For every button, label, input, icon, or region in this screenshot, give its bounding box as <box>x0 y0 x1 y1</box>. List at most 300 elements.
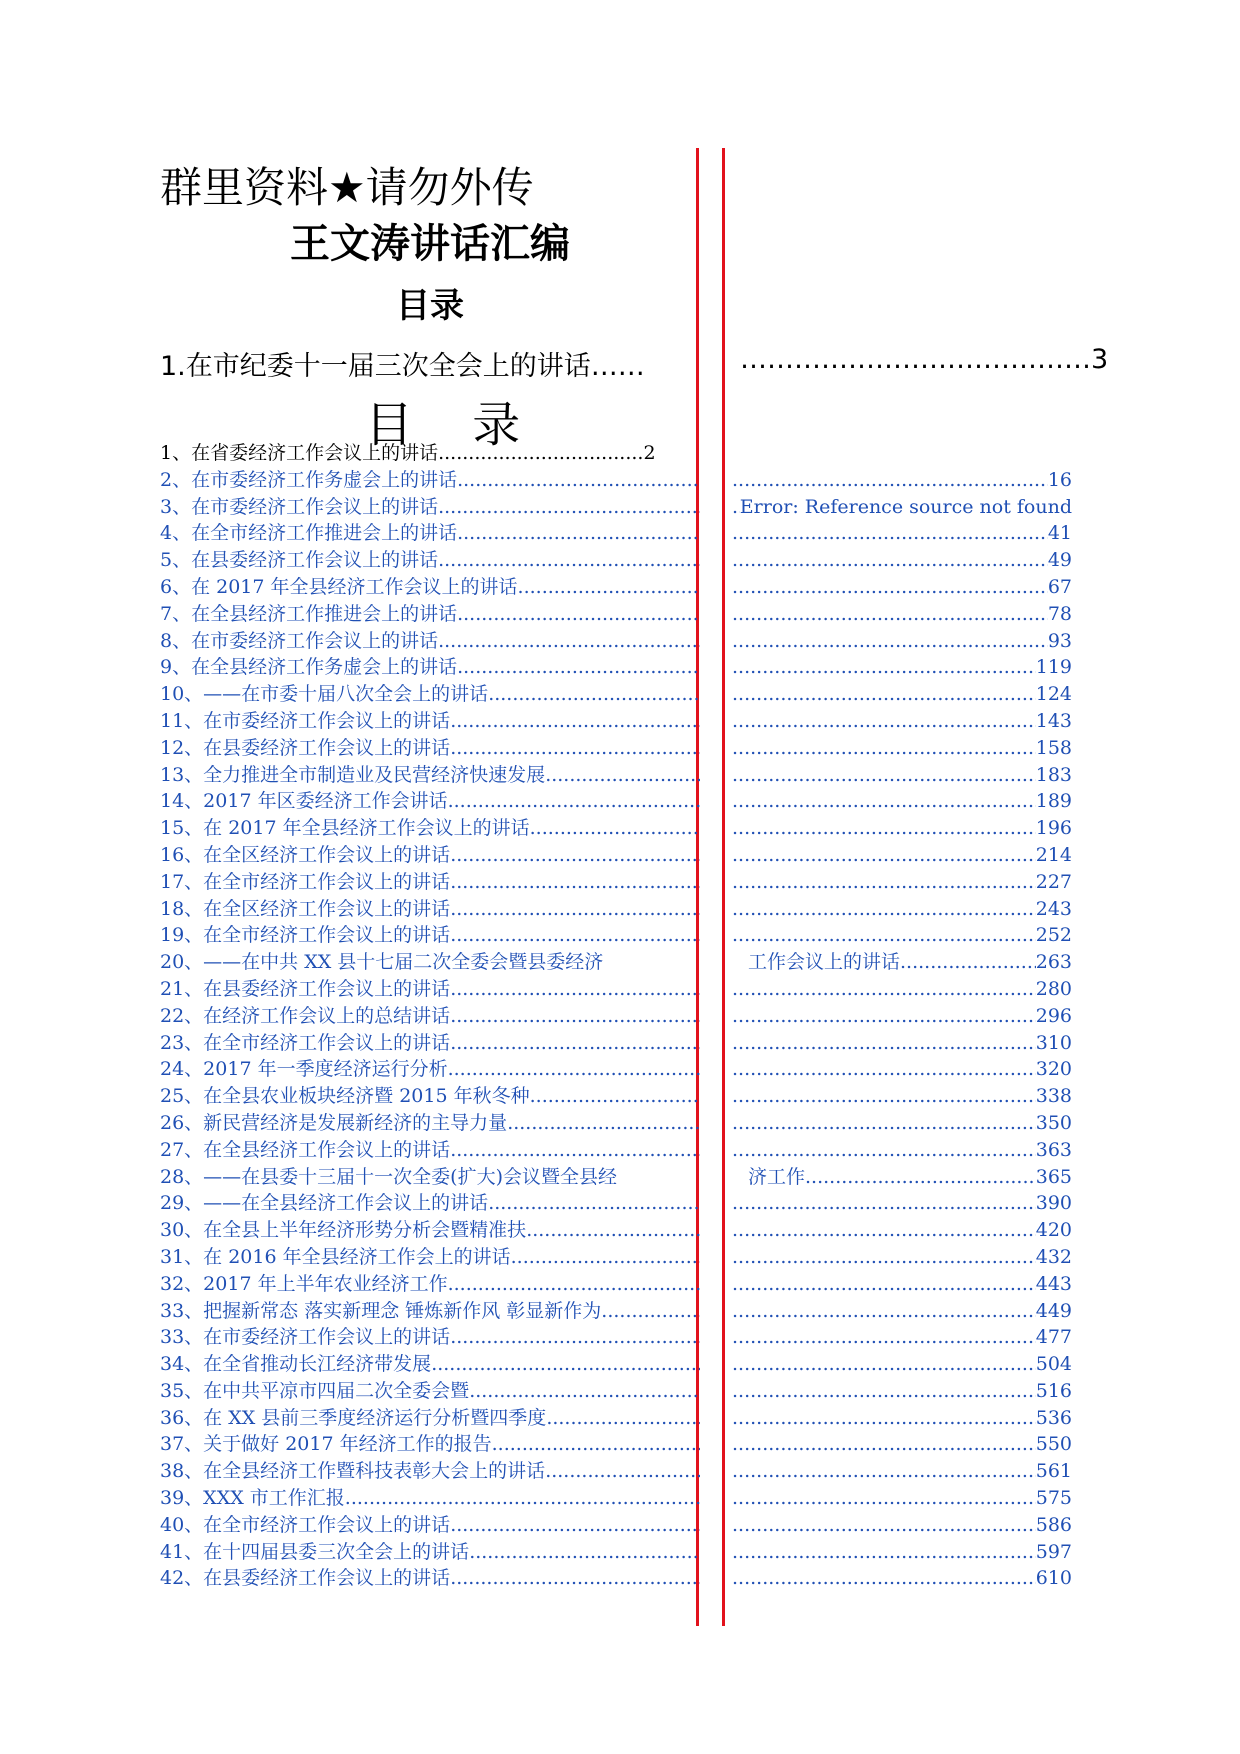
toc-entry-leader <box>732 788 1036 815</box>
toc-entry-page: 516 <box>1035 1379 1072 1402</box>
toc-entry-title-text: 14、2017 年区委经济工作会讲话 <box>160 790 448 813</box>
toc-entry-leader <box>732 1351 1036 1378</box>
toc-entry-title <box>160 1431 700 1458</box>
toc-entry-leader <box>805 1164 1036 1191</box>
toc-entry-right <box>732 762 1072 789</box>
toc-entry-leader <box>900 949 1036 976</box>
toc-entry-title-text: 25、在全县农业板块经济暨 2015 年秋冬种 <box>160 1085 530 1108</box>
toc-entry-page: 67 <box>1047 575 1072 598</box>
toc-entry-title <box>160 1190 700 1217</box>
toc-entry-title <box>160 1405 700 1432</box>
toc-entry-right <box>732 1030 1072 1057</box>
toc-entry[interactable] <box>0 842 1240 869</box>
toc-entry-right <box>732 788 1072 815</box>
toc-entry[interactable] <box>0 520 1240 547</box>
toc-entry-page: 443 <box>1035 1272 1072 1295</box>
toc-entry-right <box>732 547 1072 574</box>
toc-entry-title-text: 39、XXX 市工作汇报 <box>160 1487 345 1510</box>
toc-entry-page: 158 <box>1035 736 1072 759</box>
toc-entry-title <box>160 547 700 574</box>
toc-entry-title-text: 41、在十四届县委三次全会上的讲话 <box>160 1540 470 1563</box>
toc-entry[interactable] <box>0 735 1240 762</box>
toc-entry-leader <box>732 1298 1036 1325</box>
toc-entry-right <box>732 1458 1072 1485</box>
toc-entry-title <box>160 1056 700 1083</box>
toc-entry-title-text: 18、在全区经济工作会议上的讲话 <box>160 897 451 920</box>
toc-entry[interactable] <box>0 1485 1240 1512</box>
toc-entry-page: 189 <box>1035 790 1072 813</box>
toc-entry-leader <box>450 898 700 920</box>
toc-entry[interactable] <box>0 1030 1240 1057</box>
toc-entry-page: 310 <box>1035 1031 1072 1054</box>
toc-entry-right <box>732 1217 1072 1244</box>
document-subtitle: 目录 <box>396 286 464 326</box>
toc-entry-title-text: 33、把握新常态 落实新理念 锤炼新作风 彰显新作为 <box>160 1299 602 1322</box>
toc-entry-right <box>732 1405 1072 1432</box>
toc-entry-title-text: 10、——在市委十届八次全会上的讲话 <box>160 683 489 706</box>
toc-entry-leader <box>450 978 700 1000</box>
toc-entry-title <box>160 762 700 789</box>
toc-entry-title-text: 22、在经济工作会议上的总结讲话 <box>160 1004 451 1027</box>
toc-entry-leader <box>732 547 1048 574</box>
toc-entry[interactable] <box>0 1137 1240 1164</box>
toc-entry-leader <box>457 603 700 625</box>
toc-entry-title-text: 30、在全县上半年经济形势分析会暨精准扶 <box>160 1219 527 1242</box>
toc-entry-title-text: 1、在省委经济工作会议上的讲话 <box>160 442 439 464</box>
toc-entry-page: 143 <box>1035 709 1072 732</box>
toc-entry-title <box>160 1003 700 1030</box>
toc-entry-leader <box>732 1485 1036 1512</box>
toc-entry-title-text: 29、——在全县经济工作会议上的讲话 <box>160 1192 489 1215</box>
toc-entry-title <box>160 654 700 681</box>
toc-entry-leader <box>732 1003 1036 1030</box>
toc-entry-title-text: 31、在 2016 年全县经济工作会上的讲话 <box>160 1245 511 1268</box>
toc-entry-title-text: 11、在市委经济工作会议上的讲话 <box>160 709 451 732</box>
toc-entry-leader <box>732 1431 1036 1458</box>
toc-entry-leader <box>732 494 740 521</box>
watermark-text: 群里资料★请勿外传 <box>160 163 534 212</box>
toc-entry-title <box>160 869 700 896</box>
toc-entry-leader <box>732 1405 1036 1432</box>
toc-entry-title <box>160 708 700 735</box>
toc-entry-page: 280 <box>1035 977 1072 1000</box>
toc-entry-right <box>732 1298 1072 1325</box>
document-title: 王文涛讲话汇编 <box>290 221 570 267</box>
toc-entry-page: 93 <box>1047 629 1072 652</box>
toc-entry[interactable] <box>0 1003 1240 1030</box>
toc-entry-title-text: 15、在 2017 年全县经济工作会议上的讲话 <box>160 817 530 840</box>
toc-entry-title <box>160 1378 700 1405</box>
toc-entry-page: 183 <box>1035 763 1072 786</box>
toc-entry-title-text: 33、在市委经济工作会议上的讲话 <box>160 1326 451 1349</box>
toc-entry-leader <box>450 1005 700 1027</box>
toc-entry-right <box>732 922 1072 949</box>
toc-entry-leader <box>526 1219 700 1241</box>
toc-entry-leader <box>457 522 700 544</box>
toc-entry-page: 263 <box>1035 951 1072 974</box>
toc-entry[interactable] <box>0 1351 1240 1378</box>
toc-entry-page: 597 <box>1035 1540 1072 1563</box>
toc-entry-leader <box>732 708 1036 735</box>
toc-entry-title-text: 2、在市委经济工作务虚会上的讲话 <box>160 468 458 491</box>
toc-entry-leader <box>732 1030 1036 1057</box>
toc-entry-leader <box>450 1139 700 1161</box>
toc-entry-leader <box>507 1112 700 1134</box>
toc-entry-leader <box>450 1514 700 1536</box>
toc-entry[interactable] <box>0 574 1240 601</box>
toc-entry-title <box>160 1324 700 1351</box>
first-entry-dots: ………………………………… <box>740 344 1091 375</box>
toc-entry[interactable] <box>0 922 1240 949</box>
toc-entry-leader <box>732 601 1048 628</box>
toc-entry-page: 338 <box>1035 1085 1072 1108</box>
toc-entry-leader <box>450 1567 700 1589</box>
first-entry-page-number: 3 <box>1091 344 1109 375</box>
toc-entry[interactable] <box>0 547 1240 574</box>
toc-entry[interactable] <box>0 494 1240 521</box>
toc-entry-title <box>160 1298 700 1325</box>
toc-entry-page: 536 <box>1035 1406 1072 1429</box>
toc-entry-right <box>748 949 1072 976</box>
toc-entry[interactable] <box>0 1217 1240 1244</box>
toc-entry[interactable] <box>0 1244 1240 1271</box>
toc-entry-title-text: 19、在全市经济工作会议上的讲话 <box>160 924 451 947</box>
toc-entry-leader <box>546 1407 700 1429</box>
toc-entry[interactable] <box>0 1298 1240 1325</box>
toc-entry[interactable] <box>0 1271 1240 1298</box>
toc-entry-right <box>732 1539 1072 1566</box>
toc-entry-page: 124 <box>1035 683 1072 706</box>
toc-entry[interactable] <box>0 1458 1240 1485</box>
toc-entry-right <box>732 1083 1072 1110</box>
toc-entry[interactable] <box>0 1565 1240 1592</box>
toc-entry-leader <box>450 924 700 946</box>
toc-entry-title <box>160 976 700 1003</box>
toc-entry-leader <box>448 790 700 812</box>
toc-entry-right <box>732 1351 1072 1378</box>
toc-entry-title <box>160 494 700 521</box>
toc-entry-right <box>732 1190 1072 1217</box>
toc-entry-title-text: 5、在县委经济工作会议上的讲话 <box>160 549 439 572</box>
toc-entry-page: 252 <box>1035 924 1072 947</box>
toc-entry-title <box>160 628 700 655</box>
toc-entry-page: 477 <box>1035 1326 1072 1349</box>
toc-entry-page: 550 <box>1035 1433 1072 1456</box>
toc-entry[interactable] <box>0 681 1240 708</box>
toc-entry-page: 119 <box>1035 656 1072 679</box>
toc-entry-right <box>732 1244 1072 1271</box>
toc-entry-title <box>160 842 700 869</box>
toc-entry-leader <box>457 656 700 678</box>
toc-entry-title <box>160 949 700 976</box>
toc-entry-page: 78 <box>1047 602 1072 625</box>
toc-entry-page: 296 <box>1035 1004 1072 1027</box>
toc-entry-leader <box>732 1217 1036 1244</box>
toc-entry-right <box>732 896 1072 923</box>
toc-entry-leader <box>488 683 700 705</box>
toc-entry[interactable] <box>0 896 1240 923</box>
toc-entry[interactable] <box>0 1405 1240 1432</box>
toc-heading: 目 录 <box>365 397 543 453</box>
toc-entry-title-text: 28、——在县委十三届十一次全委(扩大)会议暨全县经 <box>160 1165 618 1188</box>
toc-entry-right <box>732 520 1072 547</box>
toc-entry-title-text: 8、在市委经济工作会议上的讲话 <box>160 629 439 652</box>
toc-entry-leader <box>431 1353 700 1375</box>
toc-entry[interactable] <box>0 1110 1240 1137</box>
toc-entry-right <box>732 815 1072 842</box>
toc-entry-leader <box>457 469 700 491</box>
toc-entry-leader <box>732 1271 1036 1298</box>
toc-entry-leader <box>732 574 1048 601</box>
toc-entry-title-text: 24、2017 年一季度经济运行分析 <box>160 1058 448 1081</box>
toc-entry-title-text: 17、在全市经济工作会议上的讲话 <box>160 870 451 893</box>
toc-entry[interactable] <box>0 1190 1240 1217</box>
toc-entry-page: 41 <box>1047 522 1072 545</box>
toc-entry-page: 575 <box>1035 1487 1072 1510</box>
toc-entry-title <box>160 1164 700 1191</box>
toc-entry-right <box>732 842 1072 869</box>
toc-entry-leader: .................................. <box>438 442 644 464</box>
toc-entry-title <box>160 1271 700 1298</box>
toc-entry-leader <box>732 976 1036 1003</box>
toc-entry-leader <box>488 1192 700 1214</box>
first-entry-label: 1.在市纪委十一届三次全会上的讲话…… <box>160 351 645 382</box>
toc-entry-leader <box>450 871 700 893</box>
toc-entry-title <box>160 520 700 547</box>
toc-entry-leader <box>732 1458 1036 1485</box>
toc-entry-title-text: 9、在全县经济工作务虚会上的讲话 <box>160 656 458 679</box>
toc-entry-page: 350 <box>1035 1111 1072 1134</box>
toc-entry-right <box>732 1137 1072 1164</box>
toc-entry-title-text: 26、新民营经济是发展新经济的主导力量 <box>160 1111 508 1134</box>
toc-entry-right <box>732 1271 1072 1298</box>
toc-entry[interactable] <box>0 467 1240 494</box>
toc-entry-leader <box>511 1246 700 1268</box>
toc-entry-page: 561 <box>1035 1460 1072 1483</box>
toc-entry[interactable] <box>0 762 1240 789</box>
toc-entry[interactable] <box>0 601 1240 628</box>
toc-entry-leader <box>732 520 1048 547</box>
toc-entry-title <box>160 1351 700 1378</box>
toc-entry-page: 390 <box>1035 1192 1072 1215</box>
toc-entry-leader <box>732 467 1048 494</box>
toc-entry-page: 227 <box>1035 870 1072 893</box>
toc-entry-page: 610 <box>1035 1567 1072 1590</box>
toc-entry-title <box>160 1565 700 1592</box>
toc-entry-leader <box>732 654 1036 681</box>
toc-entry-leader <box>732 1056 1036 1083</box>
toc-entry[interactable] <box>0 628 1240 655</box>
toc-entry-leader <box>469 1380 700 1402</box>
toc-entry-right <box>732 869 1072 896</box>
toc-entry-leader <box>601 1300 700 1322</box>
toc-entry-right <box>732 1003 1072 1030</box>
toc-entry-page: 49 <box>1047 549 1072 572</box>
toc-entry-page: 586 <box>1035 1513 1072 1536</box>
toc-entry-leader <box>732 896 1036 923</box>
toc-entry-page: 196 <box>1035 817 1072 840</box>
toc-entry-right <box>732 1324 1072 1351</box>
toc-entry-page: 432 <box>1035 1245 1072 1268</box>
first-entry-page <box>740 344 1108 375</box>
toc-entry-title-text: 27、在全县经济工作会议上的讲话 <box>160 1138 451 1161</box>
toc-entry-title-text: 21、在县委经济工作会议上的讲话 <box>160 977 451 1000</box>
toc-entry-title <box>160 467 700 494</box>
toc-entry-title-text: 13、全力推进全市制造业及民营经济快速发展 <box>160 763 546 786</box>
toc-entry-title <box>160 440 700 467</box>
toc-entry-leader <box>732 842 1036 869</box>
toc-entry[interactable] <box>0 708 1240 735</box>
toc-entry-title <box>160 788 700 815</box>
toc-entry-page: 214 <box>1035 843 1072 866</box>
toc-entry-right <box>732 654 1072 681</box>
toc-entry-leader <box>450 844 700 866</box>
toc-entry-leader <box>732 1244 1036 1271</box>
toc-entry-title <box>160 601 700 628</box>
toc-entry-leader <box>732 1083 1036 1110</box>
toc-entry-leader <box>732 1110 1036 1137</box>
toc-entry[interactable] <box>0 788 1240 815</box>
toc-entry-leader <box>732 1137 1036 1164</box>
toc-entry-right <box>732 467 1072 494</box>
toc-entry-title-text: 34、在全省推动长江经济带发展 <box>160 1353 432 1376</box>
toc-entry-right <box>732 976 1072 1003</box>
toc-entry[interactable] <box>0 815 1240 842</box>
toc-entry-leader <box>450 1032 700 1054</box>
toc-entry-leader <box>530 1085 700 1107</box>
toc-entry-right <box>732 681 1072 708</box>
toc-entry-title <box>160 1137 700 1164</box>
toc-entry-title-text: 23、在全市经济工作会议上的讲话 <box>160 1031 451 1054</box>
toc-entry-title-text: 38、在全县经济工作暨科技表彰大会上的讲话 <box>160 1460 546 1483</box>
toc-entry-title <box>160 1539 700 1566</box>
toc-entry-leader <box>438 496 700 518</box>
toc-entry-title <box>160 1485 700 1512</box>
toc-entry-leader <box>448 1058 700 1080</box>
toc-entry-leader <box>732 735 1036 762</box>
toc-entry-leader <box>545 1460 700 1482</box>
toc-entry-right <box>732 708 1072 735</box>
toc-entry[interactable] <box>0 1378 1240 1405</box>
toc-entry-right <box>732 1512 1072 1539</box>
toc-entry-leader <box>438 630 700 652</box>
toc-entry-page: 504 <box>1035 1353 1072 1376</box>
toc-entry-title-text: 32、2017 年上半年农业经济工作 <box>160 1272 448 1295</box>
toc-entry-title-text: 6、在 2017 年全县经济工作会议上的讲话 <box>160 575 518 598</box>
toc-entry-leader <box>732 922 1036 949</box>
toc-entry-title-text: 4、在全市经济工作推进会上的讲话 <box>160 522 458 545</box>
toc-entry-right <box>732 1378 1072 1405</box>
toc-entry-page: 2 <box>643 442 656 464</box>
toc-entry-right <box>732 628 1072 655</box>
toc-entry-title-text: 36、在 XX 县前三季度经济运行分析暨四季度 <box>160 1406 547 1429</box>
toc-entry-leader <box>518 576 700 598</box>
toc-entry[interactable] <box>0 1324 1240 1351</box>
toc-entry-page: 420 <box>1035 1219 1072 1242</box>
toc-entry-leader <box>732 1190 1036 1217</box>
toc-entry-title <box>160 1512 700 1539</box>
toc-entry-right <box>732 494 1072 521</box>
toc-entry-leader <box>492 1433 700 1455</box>
toc-entry-leader <box>732 1324 1036 1351</box>
toc-entry-leader <box>448 1273 700 1295</box>
toc-entry[interactable] <box>0 1539 1240 1566</box>
toc-entry-right <box>732 1485 1072 1512</box>
toc-entry-page: 243 <box>1035 897 1072 920</box>
toc-entry-leader <box>732 815 1036 842</box>
toc-entry-page: Error: Reference source not found <box>739 495 1072 518</box>
toc-entry-title-text: 16、在全区经济工作会议上的讲话 <box>160 843 451 866</box>
toc-entry-title-text: 12、在县委经济工作会议上的讲话 <box>160 736 451 759</box>
toc-entry-title-text: 7、在全县经济工作推进会上的讲话 <box>160 602 458 625</box>
toc-entry-title <box>160 1110 700 1137</box>
toc-entry-right <box>732 1565 1072 1592</box>
toc-entry-page: 16 <box>1047 468 1072 491</box>
toc-entry[interactable] <box>0 1083 1240 1110</box>
toc-entry-title <box>160 735 700 762</box>
toc-entry-title-text: 20、——在中共 XX 县十七届二次全委会暨县委经济 <box>160 951 604 974</box>
toc-entry[interactable] <box>0 1056 1240 1083</box>
toc-entry[interactable] <box>0 440 1240 467</box>
toc-entry[interactable] <box>0 1164 1240 1191</box>
toc-entry[interactable] <box>0 976 1240 1003</box>
toc-entry[interactable] <box>0 1431 1240 1458</box>
toc-entry-right <box>732 1110 1072 1137</box>
toc-entry[interactable] <box>0 949 1240 976</box>
toc-entry-leader <box>438 549 700 571</box>
toc-entry-title <box>160 1244 700 1271</box>
toc-entry-title <box>160 1030 700 1057</box>
toc-entry[interactable] <box>0 654 1240 681</box>
toc-entry-leader <box>732 681 1036 708</box>
toc-entry-continuation: 工作会议上的讲话 <box>748 951 901 974</box>
toc-list <box>0 440 1240 1592</box>
toc-entry-title <box>160 574 700 601</box>
toc-entry-right <box>732 1431 1072 1458</box>
toc-entry-leader <box>469 1541 700 1563</box>
toc-entry-title <box>160 681 700 708</box>
toc-entry-title-text: 35、在中共平凉市四届二次全委会暨 <box>160 1379 470 1402</box>
toc-entry-leader <box>732 628 1048 655</box>
toc-entry[interactable] <box>0 1512 1240 1539</box>
toc-entry-continuation: 济工作 <box>748 1165 806 1188</box>
toc-entry-page: 320 <box>1035 1058 1072 1081</box>
toc-entry-title <box>160 896 700 923</box>
toc-entry-leader <box>732 1539 1036 1566</box>
toc-entry-right <box>748 1164 1072 1191</box>
toc-entry-title-text: 37、关于做好 2017 年经济工作的报告 <box>160 1433 492 1456</box>
toc-entry-title-text: 3、在市委经济工作会议上的讲话 <box>160 495 439 518</box>
toc-entry-leader <box>732 1378 1036 1405</box>
toc-entry-leader <box>732 1565 1036 1592</box>
toc-entry[interactable] <box>0 869 1240 896</box>
toc-entry-leader <box>732 1512 1036 1539</box>
toc-entry-leader <box>450 710 700 732</box>
toc-entry-title <box>160 1083 700 1110</box>
toc-entry-leader <box>450 1326 700 1348</box>
toc-entry-leader <box>732 869 1036 896</box>
toc-entry-right <box>732 1056 1072 1083</box>
toc-entry-right <box>732 574 1072 601</box>
toc-entry-title-text: 42、在县委经济工作会议上的讲话 <box>160 1567 451 1590</box>
toc-entry-page: 365 <box>1035 1165 1072 1188</box>
toc-entry-title <box>160 1217 700 1244</box>
toc-entry-leader <box>545 764 700 786</box>
toc-entry-leader <box>345 1487 700 1509</box>
toc-entry-leader <box>450 737 700 759</box>
toc-entry-right <box>732 735 1072 762</box>
toc-entry-title <box>160 1458 700 1485</box>
